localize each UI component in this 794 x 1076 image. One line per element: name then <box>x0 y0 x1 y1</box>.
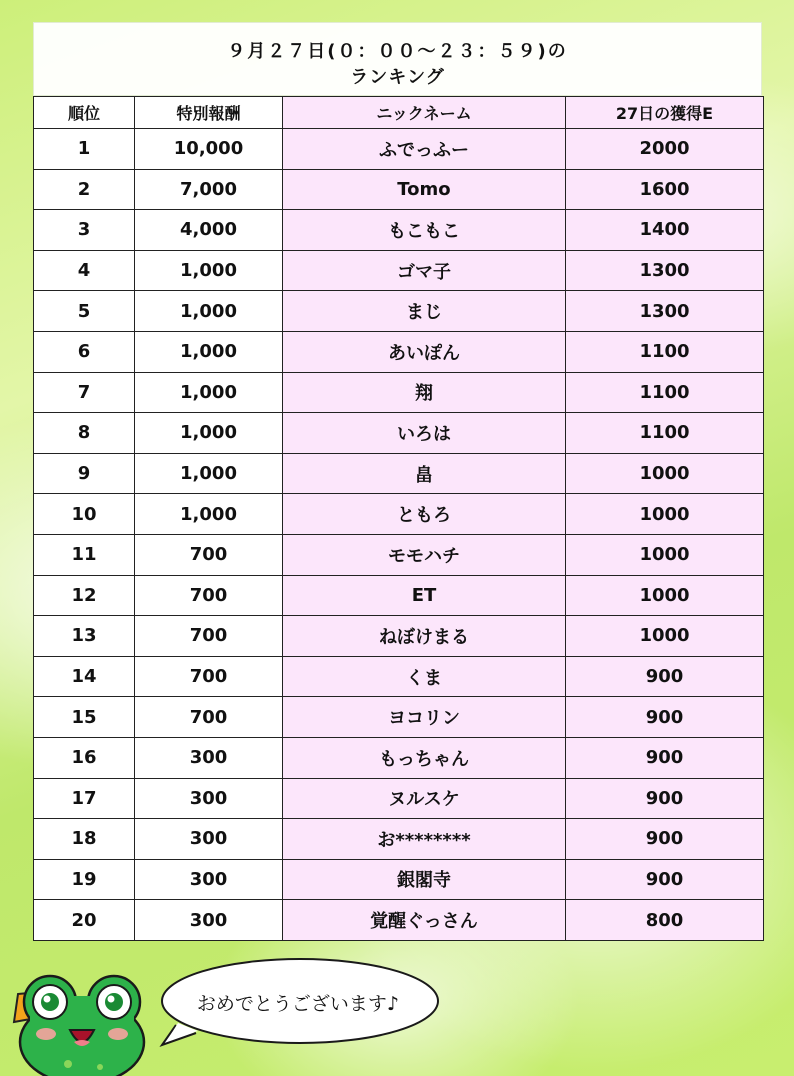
table-row <box>34 169 764 210</box>
reward-cell: 1,000 <box>135 291 283 332</box>
earned-cell: 1400 <box>566 210 764 251</box>
reward-cell: 1,000 <box>135 494 283 535</box>
nickname-cell: お******** <box>283 819 566 860</box>
table-row <box>34 534 764 575</box>
earned-cell: 900 <box>566 819 764 860</box>
ranking-table-body <box>34 129 764 941</box>
nickname-cell: ともろ <box>283 494 566 535</box>
nickname-cell: ヨコリン <box>283 697 566 738</box>
rank-cell: 16 <box>34 737 135 778</box>
reward-cell: 700 <box>135 656 283 697</box>
nickname-cell: ゴマ子 <box>283 250 566 291</box>
table-row <box>34 737 764 778</box>
header-nickname: ニックネーム <box>283 97 566 129</box>
earned-cell: 1300 <box>566 250 764 291</box>
frog-mascot-icon <box>10 972 150 1076</box>
earned-cell: 1600 <box>566 169 764 210</box>
earned-cell: 1100 <box>566 413 764 454</box>
reward-cell: 300 <box>135 778 283 819</box>
nickname-cell: ねぼけまる <box>283 616 566 657</box>
nickname-cell: ふでっふー <box>283 129 566 170</box>
rank-cell: 19 <box>34 859 135 900</box>
table-header-row <box>34 97 764 129</box>
reward-cell: 700 <box>135 697 283 738</box>
reward-cell: 10,000 <box>135 129 283 170</box>
earned-cell: 1000 <box>566 494 764 535</box>
reward-cell: 700 <box>135 575 283 616</box>
nickname-cell: まじ <box>283 291 566 332</box>
rank-cell: 18 <box>34 819 135 860</box>
table-row <box>34 859 764 900</box>
earned-cell: 1000 <box>566 534 764 575</box>
nickname-cell: もっちゃん <box>283 737 566 778</box>
rank-cell: 7 <box>34 372 135 413</box>
table-row <box>34 575 764 616</box>
reward-cell: 1,000 <box>135 331 283 372</box>
header-rank: 順位 <box>34 97 135 129</box>
nickname-cell: 翔 <box>283 372 566 413</box>
nickname-cell: Tomo <box>283 169 566 210</box>
rank-cell: 4 <box>34 250 135 291</box>
earned-cell: 1300 <box>566 291 764 332</box>
rank-cell: 5 <box>34 291 135 332</box>
nickname-cell: ET <box>283 575 566 616</box>
rank-cell: 3 <box>34 210 135 251</box>
nickname-cell: もこもこ <box>283 210 566 251</box>
nickname-cell: ヌルスケ <box>283 778 566 819</box>
earned-cell: 900 <box>566 697 764 738</box>
table-row <box>34 616 764 657</box>
reward-cell: 4,000 <box>135 210 283 251</box>
table-row <box>34 250 764 291</box>
page-title: ９月２７日(０：００〜２３：５９)の <box>227 41 568 62</box>
rank-cell: 20 <box>34 900 135 941</box>
earned-cell: 1100 <box>566 331 764 372</box>
rank-cell: 13 <box>34 616 135 657</box>
header-earned: 27日の獲得E <box>566 97 764 129</box>
ranking-table <box>33 96 764 941</box>
reward-cell: 1,000 <box>135 453 283 494</box>
table-row <box>34 413 764 454</box>
title-box <box>33 22 762 96</box>
table-row <box>34 291 764 332</box>
nickname-cell: いろは <box>283 413 566 454</box>
rank-cell: 2 <box>34 169 135 210</box>
table-row <box>34 697 764 738</box>
table-row <box>34 819 764 860</box>
rank-cell: 12 <box>34 575 135 616</box>
reward-cell: 1,000 <box>135 413 283 454</box>
earned-cell: 900 <box>566 737 764 778</box>
nickname-cell: 畠 <box>283 453 566 494</box>
table-row <box>34 453 764 494</box>
header-reward: 特別報酬 <box>135 97 283 129</box>
table-row <box>34 331 764 372</box>
reward-cell: 700 <box>135 616 283 657</box>
reward-cell: 700 <box>135 534 283 575</box>
rank-cell: 10 <box>34 494 135 535</box>
nickname-cell: あいぽん <box>283 331 566 372</box>
rank-cell: 14 <box>34 656 135 697</box>
table-row <box>34 656 764 697</box>
speech-bubble <box>156 955 440 1051</box>
rank-cell: 6 <box>34 331 135 372</box>
reward-cell: 300 <box>135 900 283 941</box>
reward-cell: 300 <box>135 819 283 860</box>
rank-cell: 17 <box>34 778 135 819</box>
earned-cell: 1000 <box>566 616 764 657</box>
nickname-cell: 銀閣寺 <box>283 859 566 900</box>
table-row <box>34 494 764 535</box>
reward-cell: 1,000 <box>135 250 283 291</box>
table-row <box>34 778 764 819</box>
rank-cell: 11 <box>34 534 135 575</box>
rank-cell: 8 <box>34 413 135 454</box>
earned-cell: 900 <box>566 859 764 900</box>
earned-cell: 1000 <box>566 575 764 616</box>
reward-cell: 1,000 <box>135 372 283 413</box>
earned-cell: 800 <box>566 900 764 941</box>
nickname-cell: モモハチ <box>283 534 566 575</box>
table-row <box>34 900 764 941</box>
table-row <box>34 210 764 251</box>
nickname-cell: くま <box>283 656 566 697</box>
rank-cell: 15 <box>34 697 135 738</box>
speech-text: おめでとうございます♪ <box>196 993 400 1015</box>
rank-cell: 1 <box>34 129 135 170</box>
nickname-cell: 覚醒ぐっさん <box>283 900 566 941</box>
reward-cell: 7,000 <box>135 169 283 210</box>
reward-cell: 300 <box>135 737 283 778</box>
table-row <box>34 129 764 170</box>
earned-cell: 1000 <box>566 453 764 494</box>
earned-cell: 1100 <box>566 372 764 413</box>
earned-cell: 900 <box>566 656 764 697</box>
rank-cell: 9 <box>34 453 135 494</box>
page-subtitle: ランキング <box>350 67 445 88</box>
reward-cell: 300 <box>135 859 283 900</box>
earned-cell: 900 <box>566 778 764 819</box>
table-row <box>34 372 764 413</box>
earned-cell: 2000 <box>566 129 764 170</box>
